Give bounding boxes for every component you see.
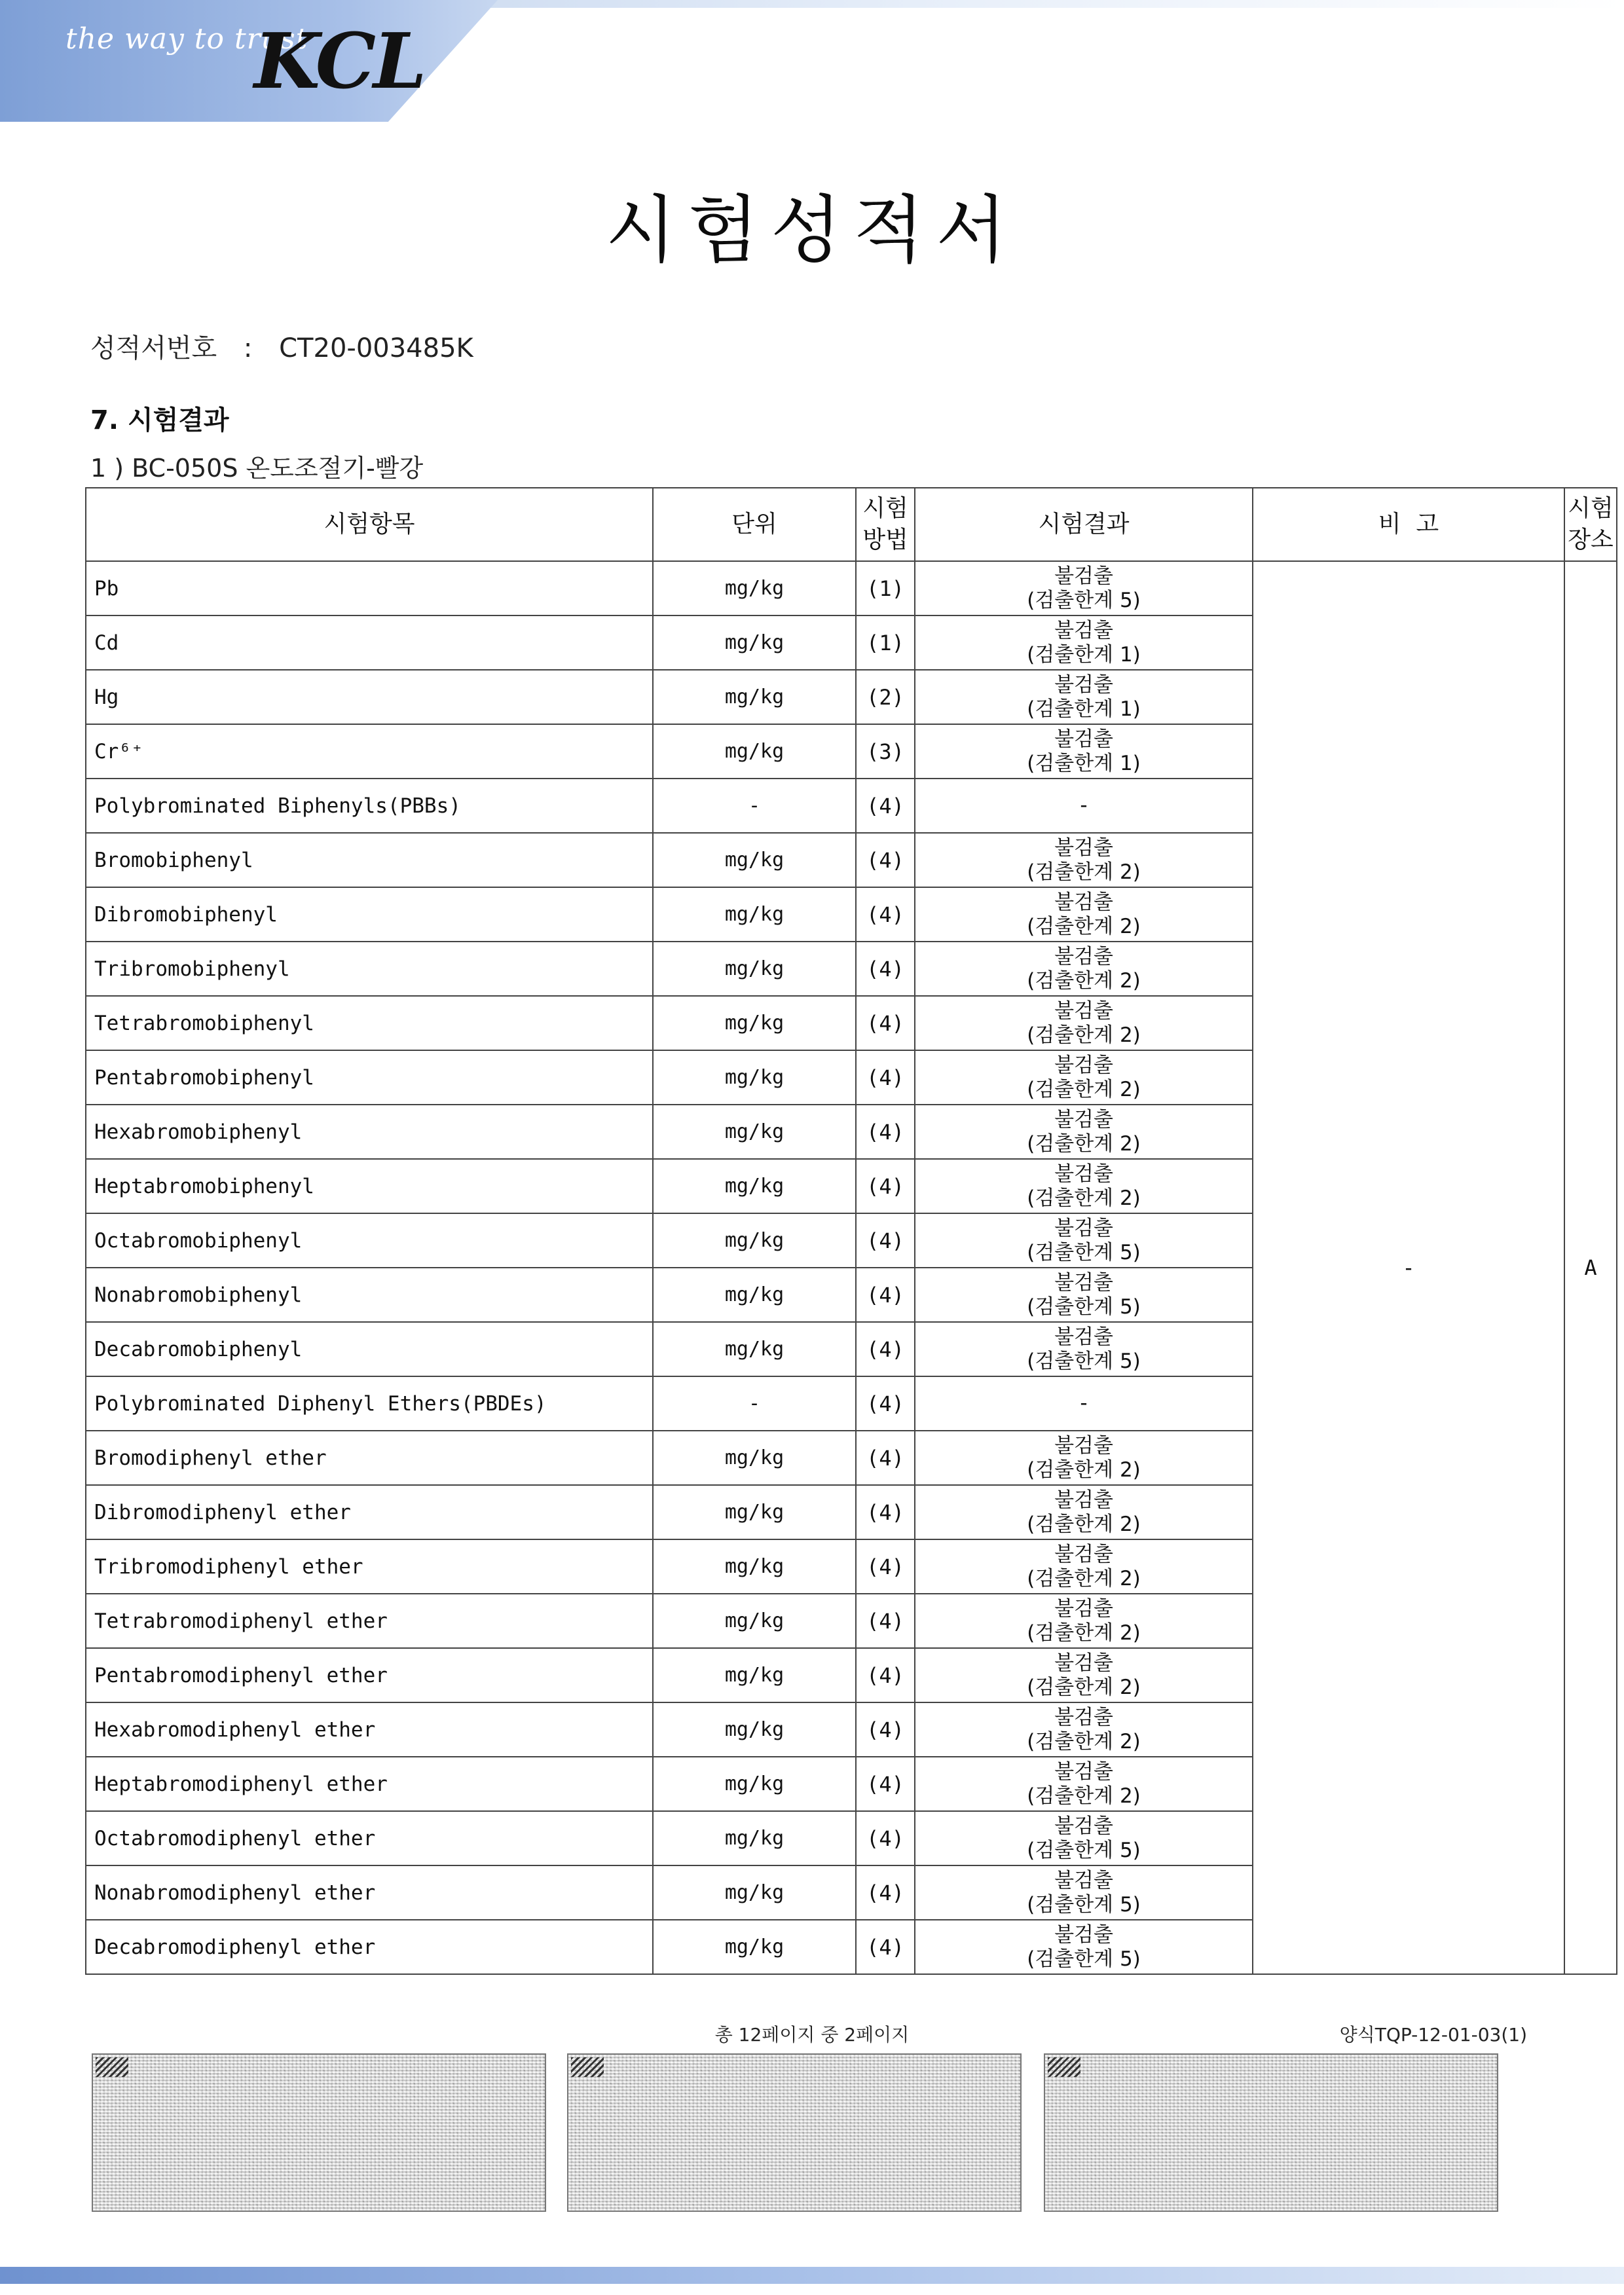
detection-limit: (검출한계 2) (1027, 1621, 1141, 1645)
result-value: 불검출 (1054, 618, 1113, 642)
method-cell: (3) (856, 724, 915, 779)
result-cell (915, 615, 1253, 670)
subsection-heading: 1 ) BC-050S 온도조절기-빨강 (90, 454, 424, 483)
result-value: - (1080, 794, 1088, 817)
security-pattern-block (567, 2053, 1022, 2212)
unit-cell: mg/kg (653, 1865, 856, 1920)
result-cell (915, 996, 1253, 1050)
certificate-number-separator: : (243, 333, 253, 363)
method-cell: (4) (856, 1594, 915, 1648)
detection-limit: (검출한계 5) (1027, 1947, 1141, 1971)
result-cell (915, 1811, 1253, 1865)
bottom-bar (0, 2267, 1624, 2284)
result-value: 불검출 (1054, 1270, 1113, 1294)
detection-limit: (검출한계 2) (1027, 1566, 1141, 1590)
test-item: Heptabromodiphenyl ether (86, 1757, 653, 1811)
test-item: Bromobiphenyl (86, 833, 653, 887)
table-row (86, 561, 1617, 615)
test-item: Tetrabromodiphenyl ether (86, 1594, 653, 1648)
test-item: Hexabromodiphenyl ether (86, 1702, 653, 1757)
header-place-line1: 시험 (1568, 495, 1614, 522)
header-method-line2: 방법 (862, 526, 908, 553)
detection-limit: (검출한계 2) (1027, 1186, 1141, 1210)
slogan: the way to trust (65, 22, 308, 56)
results-table (85, 487, 1617, 1975)
result-value: 불검출 (1054, 1596, 1113, 1621)
section-heading: 7. 시험결과 (90, 405, 229, 435)
result-cell (915, 1050, 1253, 1105)
detection-limit: (검출한계 5) (1027, 1892, 1141, 1917)
certificate-number-label: 성적서번호 (90, 333, 217, 363)
result-cell (915, 1213, 1253, 1268)
unit-cell: mg/kg (653, 561, 856, 615)
test-item: Dibromobiphenyl (86, 887, 653, 942)
method-cell: (4) (856, 1811, 915, 1865)
header-method-line1: 시험 (862, 495, 908, 522)
result-value: - (1080, 1391, 1088, 1415)
test-item: Hg (86, 670, 653, 724)
document-title: 시험성적서 (605, 188, 1019, 273)
result-value: 불검출 (1054, 1542, 1113, 1566)
detection-limit: (검출한계 1) (1027, 642, 1141, 667)
detection-limit: (검출한계 5) (1027, 1838, 1141, 1862)
method-cell: (4) (856, 779, 915, 833)
result-cell (915, 1757, 1253, 1811)
unit-cell: mg/kg (653, 1648, 856, 1702)
unit-cell: mg/kg (653, 1702, 856, 1757)
method-cell: (4) (856, 1648, 915, 1702)
detection-limit: (검출한계 5) (1027, 1240, 1141, 1264)
test-item: Dibromodiphenyl ether (86, 1485, 653, 1539)
detection-limit: (검출한계 2) (1027, 1458, 1141, 1482)
result-value: 불검출 (1054, 672, 1113, 697)
unit-cell: mg/kg (653, 724, 856, 779)
test-item: Decabromodiphenyl ether (86, 1920, 653, 1974)
result-value: 불검출 (1054, 1325, 1113, 1349)
results-body (86, 561, 1617, 1974)
unit-cell: mg/kg (653, 1811, 856, 1865)
result-cell (915, 1322, 1253, 1376)
header-unit: 단위 (653, 488, 856, 561)
unit-cell: mg/kg (653, 1594, 856, 1648)
unit-cell: mg/kg (653, 1431, 856, 1485)
unit-cell: mg/kg (653, 1485, 856, 1539)
detection-limit: (검출한계 2) (1027, 860, 1141, 884)
test-item: Octabromobiphenyl (86, 1213, 653, 1268)
method-cell: (4) (856, 1322, 915, 1376)
result-value: 불검출 (1054, 1814, 1113, 1838)
result-cell (915, 1105, 1253, 1159)
test-item: Heptabromobiphenyl (86, 1159, 653, 1213)
test-item: Pentabromodiphenyl ether (86, 1648, 653, 1702)
detection-limit: (검출한계 2) (1027, 1077, 1141, 1101)
result-cell (915, 1702, 1253, 1757)
result-cell (915, 1865, 1253, 1920)
method-cell: (4) (856, 1539, 915, 1594)
method-cell: (4) (856, 833, 915, 887)
test-item: Tetrabromobiphenyl (86, 996, 653, 1050)
detection-limit: (검출한계 1) (1027, 751, 1141, 775)
header-note: 비 고 (1253, 488, 1564, 561)
method-cell: (4) (856, 996, 915, 1050)
result-value: 불검출 (1054, 999, 1113, 1023)
result-cell (915, 1539, 1253, 1594)
result-value: 불검출 (1054, 1107, 1113, 1131)
detection-limit: (검출한계 2) (1027, 1023, 1141, 1047)
result-value: 불검출 (1054, 564, 1113, 588)
unit-cell: - (653, 1376, 856, 1431)
note-cell: - (1253, 561, 1564, 1974)
detection-limit: (검출한계 5) (1027, 588, 1141, 612)
unit-cell: mg/kg (653, 833, 856, 887)
method-cell: (4) (856, 1702, 915, 1757)
detection-limit: (검출한계 2) (1027, 1512, 1141, 1536)
result-cell (915, 1648, 1253, 1702)
test-item: Nonabromodiphenyl ether (86, 1865, 653, 1920)
test-item: Cr⁶⁺ (86, 724, 653, 779)
result-value: 불검출 (1054, 890, 1113, 914)
result-cell (915, 561, 1253, 615)
result-cell (915, 779, 1253, 833)
method-cell: (4) (856, 1920, 915, 1974)
detection-limit: (검출한계 2) (1027, 1784, 1141, 1808)
unit-cell: mg/kg (653, 996, 856, 1050)
test-item: Hexabromobiphenyl (86, 1105, 653, 1159)
detection-limit: (검출한계 1) (1027, 697, 1141, 721)
page-indicator: 총 12페이지 중 2페이지 (714, 2024, 910, 2046)
method-cell: (4) (856, 1757, 915, 1811)
result-cell (915, 1159, 1253, 1213)
result-cell (915, 1920, 1253, 1974)
certificate-number-line (90, 327, 473, 365)
method-cell: (4) (856, 887, 915, 942)
detection-limit: (검출한계 2) (1027, 1131, 1141, 1156)
unit-cell: mg/kg (653, 1213, 856, 1268)
result-value: 불검출 (1054, 1162, 1113, 1186)
test-item: Polybrominated Biphenyls(PBBs) (86, 779, 653, 833)
result-value: 불검출 (1054, 1759, 1113, 1784)
certificate-number: CT20-003485K (279, 333, 473, 363)
method-cell: (4) (856, 1050, 915, 1105)
result-cell (915, 887, 1253, 942)
result-value: 불검출 (1054, 1868, 1113, 1892)
kcl-logo: KCL (254, 17, 424, 106)
result-value: 불검출 (1054, 1433, 1113, 1458)
detection-limit: (검출한계 2) (1027, 1675, 1141, 1699)
method-cell: (2) (856, 670, 915, 724)
result-cell (915, 724, 1253, 779)
form-number: 양식TQP-12-01-03(1) (1339, 2024, 1527, 2046)
unit-cell: mg/kg (653, 1268, 856, 1322)
pattern-corner-mark (96, 2057, 128, 2077)
test-item: Tribromodiphenyl ether (86, 1539, 653, 1594)
unit-cell: mg/kg (653, 887, 856, 942)
header-place (1564, 488, 1617, 561)
detection-limit: (검출한계 2) (1027, 914, 1141, 938)
pattern-corner-mark (571, 2057, 604, 2077)
method-cell: (4) (856, 1268, 915, 1322)
test-place-cell: A (1564, 561, 1617, 1974)
header-banner (0, 0, 1624, 122)
table-header-row (86, 488, 1617, 561)
unit-cell: mg/kg (653, 1920, 856, 1974)
method-cell: (4) (856, 1431, 915, 1485)
result-value: 불검출 (1054, 944, 1113, 968)
test-item: Octabromodiphenyl ether (86, 1811, 653, 1865)
security-pattern-block (92, 2053, 546, 2212)
unit-cell: mg/kg (653, 942, 856, 996)
result-cell (915, 1485, 1253, 1539)
security-pattern-block (1044, 2053, 1498, 2212)
method-cell: (1) (856, 561, 915, 615)
result-value: 불검출 (1054, 835, 1113, 860)
method-cell: (4) (856, 1376, 915, 1431)
method-cell: (4) (856, 1485, 915, 1539)
header-method (856, 488, 915, 561)
method-cell: (4) (856, 1105, 915, 1159)
unit-cell: mg/kg (653, 1322, 856, 1376)
unit-cell: mg/kg (653, 1105, 856, 1159)
method-cell: (1) (856, 615, 915, 670)
unit-cell: mg/kg (653, 1539, 856, 1594)
test-item: Nonabromobiphenyl (86, 1268, 653, 1322)
method-cell: (4) (856, 1865, 915, 1920)
result-cell (915, 1431, 1253, 1485)
unit-cell: mg/kg (653, 1159, 856, 1213)
test-item: Pb (86, 561, 653, 615)
result-value: 불검출 (1054, 1922, 1113, 1947)
result-value: 불검출 (1054, 1216, 1113, 1240)
test-item: Polybrominated Diphenyl Ethers(PBDEs) (86, 1376, 653, 1431)
unit-cell: mg/kg (653, 1050, 856, 1105)
test-item: Decabromobiphenyl (86, 1322, 653, 1376)
detection-limit: (검출한계 5) (1027, 1349, 1141, 1373)
test-item: Cd (86, 615, 653, 670)
result-value: 불검출 (1054, 1053, 1113, 1077)
test-item: Tribromobiphenyl (86, 942, 653, 996)
test-item: Pentabromobiphenyl (86, 1050, 653, 1105)
test-item: Bromodiphenyl ether (86, 1431, 653, 1485)
result-value: 불검출 (1054, 1651, 1113, 1675)
method-cell: (4) (856, 1159, 915, 1213)
result-cell (915, 1268, 1253, 1322)
method-cell: (4) (856, 1213, 915, 1268)
unit-cell: - (653, 779, 856, 833)
unit-cell: mg/kg (653, 1757, 856, 1811)
result-value: 불검출 (1054, 1488, 1113, 1512)
result-cell (915, 1594, 1253, 1648)
header-item: 시험항목 (86, 488, 653, 561)
result-cell (915, 670, 1253, 724)
result-value: 불검출 (1054, 1705, 1113, 1729)
result-cell (915, 833, 1253, 887)
header-place-line2: 장소 (1568, 526, 1614, 553)
unit-cell: mg/kg (653, 670, 856, 724)
result-cell (915, 942, 1253, 996)
pattern-corner-mark (1048, 2057, 1080, 2077)
header-result: 시험결과 (915, 488, 1253, 561)
result-cell (915, 1376, 1253, 1431)
unit-cell: mg/kg (653, 615, 856, 670)
detection-limit: (검출한계 5) (1027, 1294, 1141, 1319)
result-value: 불검출 (1054, 727, 1113, 751)
detection-limit: (검출한계 2) (1027, 968, 1141, 993)
method-cell: (4) (856, 942, 915, 996)
detection-limit: (검출한계 2) (1027, 1729, 1141, 1753)
